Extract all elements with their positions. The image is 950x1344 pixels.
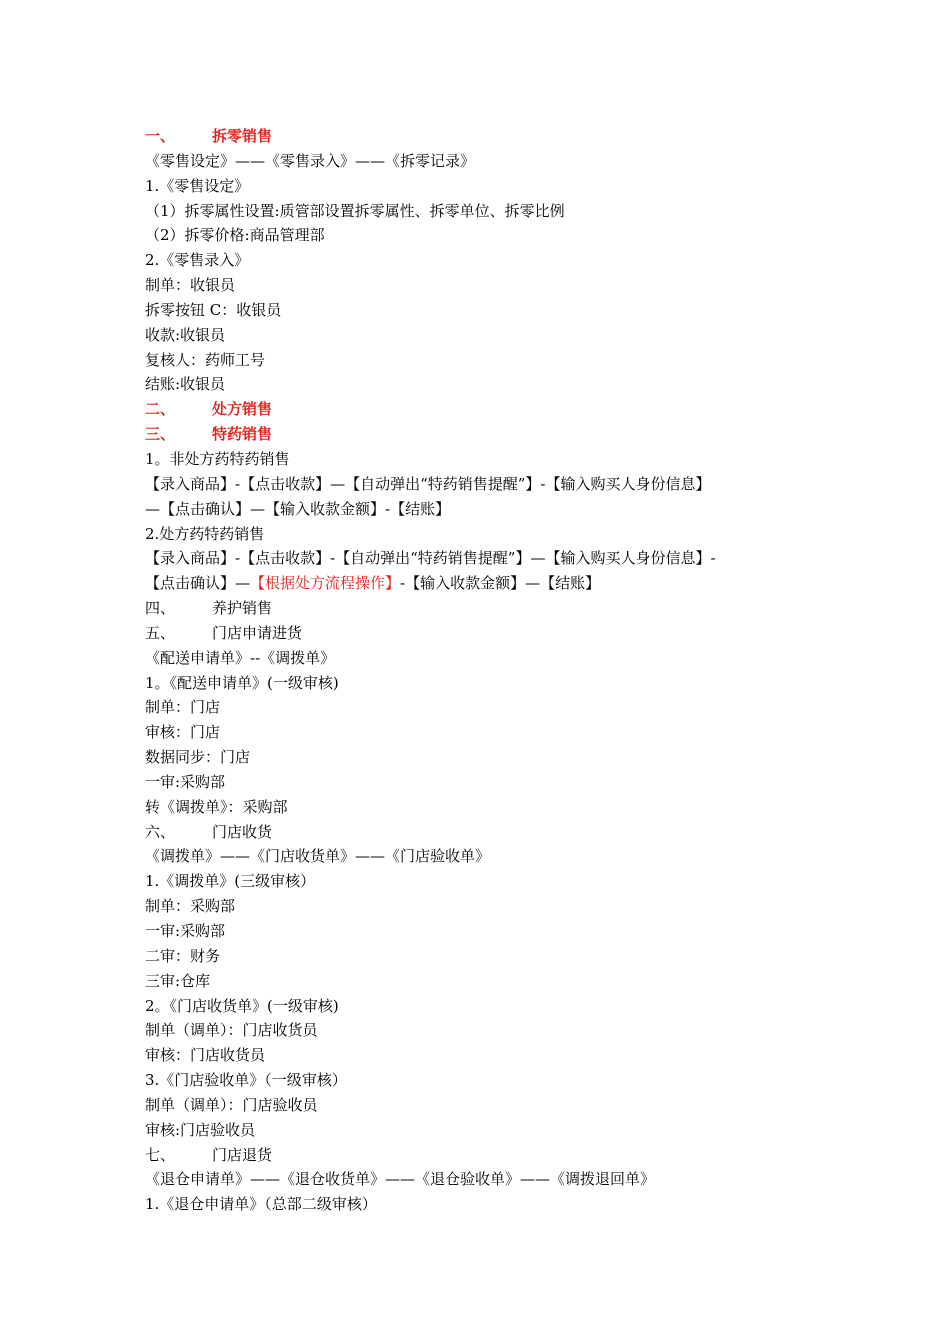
text-segment: 【点击确认】— <box>145 574 251 593</box>
text-line: 审核：门店收货员 <box>145 1046 266 1065</box>
text-line: 制单：收银员 <box>145 276 236 295</box>
text-line: 2。《门店收货单》(一级审核) <box>145 996 339 1015</box>
section-heading <box>145 621 845 646</box>
section-heading <box>145 422 845 447</box>
text-line: 一审:采购部 <box>145 922 226 940</box>
section-number: 六、 <box>145 822 176 841</box>
text-line: 2.处方药特药销售 <box>145 524 265 543</box>
text-line: 收款:收银员 <box>145 325 226 344</box>
text-line: 【录入商品】-【点击收款】-【自动弹出“特药销售提醒”】—【输入购买人身份信息】- <box>145 549 716 568</box>
text-line: 审核：门店 <box>145 723 221 742</box>
section-title: 处方销售 <box>212 400 273 419</box>
text-line: 审核:门店验收员 <box>145 1120 256 1139</box>
text-segment: -【输入收款金额】—【结账】 <box>400 574 601 593</box>
text-line: 一审:采购部 <box>145 772 226 791</box>
text-line <box>145 571 845 596</box>
text-line: 《退仓申请单》——《退仓收货单》——《退仓验收单》——《调拨退回单》 <box>145 1170 656 1189</box>
text-line: 拆零按钮 C：收银员 <box>145 300 282 319</box>
text-line: 1.《调拨单》(三级审核） <box>145 872 316 891</box>
text-line: 制单（调单）：门店验收员 <box>145 1095 318 1114</box>
section-title: 养护销售 <box>212 599 273 618</box>
section-title: 拆零销售 <box>212 127 273 145</box>
text-line: 结账:收银员 <box>145 375 226 394</box>
text-line: —【点击确认】—【输入收款金额】-【结账】 <box>145 499 451 518</box>
text-line: 1.《退仓申请单》（总部二级审核） <box>145 1195 377 1214</box>
highlighted-text: 【根据处方流程操作】 <box>250 574 401 593</box>
section-number: 一、 <box>145 127 176 145</box>
section-heading <box>145 596 845 621</box>
text-line: 数据同步：门店 <box>145 748 251 767</box>
text-line: 三审:仓库 <box>145 971 211 990</box>
document-body <box>145 124 845 1217</box>
text-line: 《配送申请单》--《调拨单》 <box>145 648 336 667</box>
section-heading <box>145 397 845 422</box>
text-line: 3.《门店验收单》（一级审核） <box>145 1071 347 1090</box>
text-line: 《零售设定》——《零售录入》——《拆零记录》 <box>145 151 476 170</box>
section-number: 五、 <box>145 623 176 642</box>
text-line: 1。《配送申请单》(一级审核) <box>145 673 339 692</box>
section-number: 二、 <box>145 400 176 419</box>
text-line: 制单（调单）：门店收货员 <box>145 1021 318 1040</box>
section-title: 特药销售 <box>212 425 273 444</box>
text-line: 1。非处方药特药销售 <box>145 449 290 468</box>
text-line: 二审：财务 <box>145 946 221 965</box>
section-heading <box>145 820 845 845</box>
text-line: 1.《零售设定》 <box>145 176 250 195</box>
text-line: 制单：采购部 <box>145 897 236 916</box>
text-line: 转《调拨单》：采购部 <box>145 797 288 816</box>
text-line: 制单：门店 <box>145 698 221 717</box>
text-line: 复核人：药师工号 <box>145 350 266 369</box>
section-number: 四、 <box>145 599 176 618</box>
text-line: （1）拆零属性设置:质管部设置拆零属性、拆零单位、拆零比例 <box>145 201 565 220</box>
section-heading <box>145 1143 845 1168</box>
section-number: 三、 <box>145 425 176 444</box>
text-line: 《调拨单》——《门店收货单》——《门店验收单》 <box>145 847 491 866</box>
text-line: （2）拆零价格:商品管理部 <box>145 226 325 245</box>
section-title: 门店申请进货 <box>212 623 303 642</box>
text-line: 【录入商品】-【点击收款】—【自动弹出“特药销售提醒”】-【输入购买人身份信息】 <box>145 474 711 493</box>
text-line: 2.《零售录入》 <box>145 251 250 270</box>
section-title: 门店退货 <box>212 1145 273 1164</box>
section-title: 门店收货 <box>212 822 273 841</box>
section-heading <box>145 124 845 149</box>
section-number: 七、 <box>145 1145 176 1164</box>
